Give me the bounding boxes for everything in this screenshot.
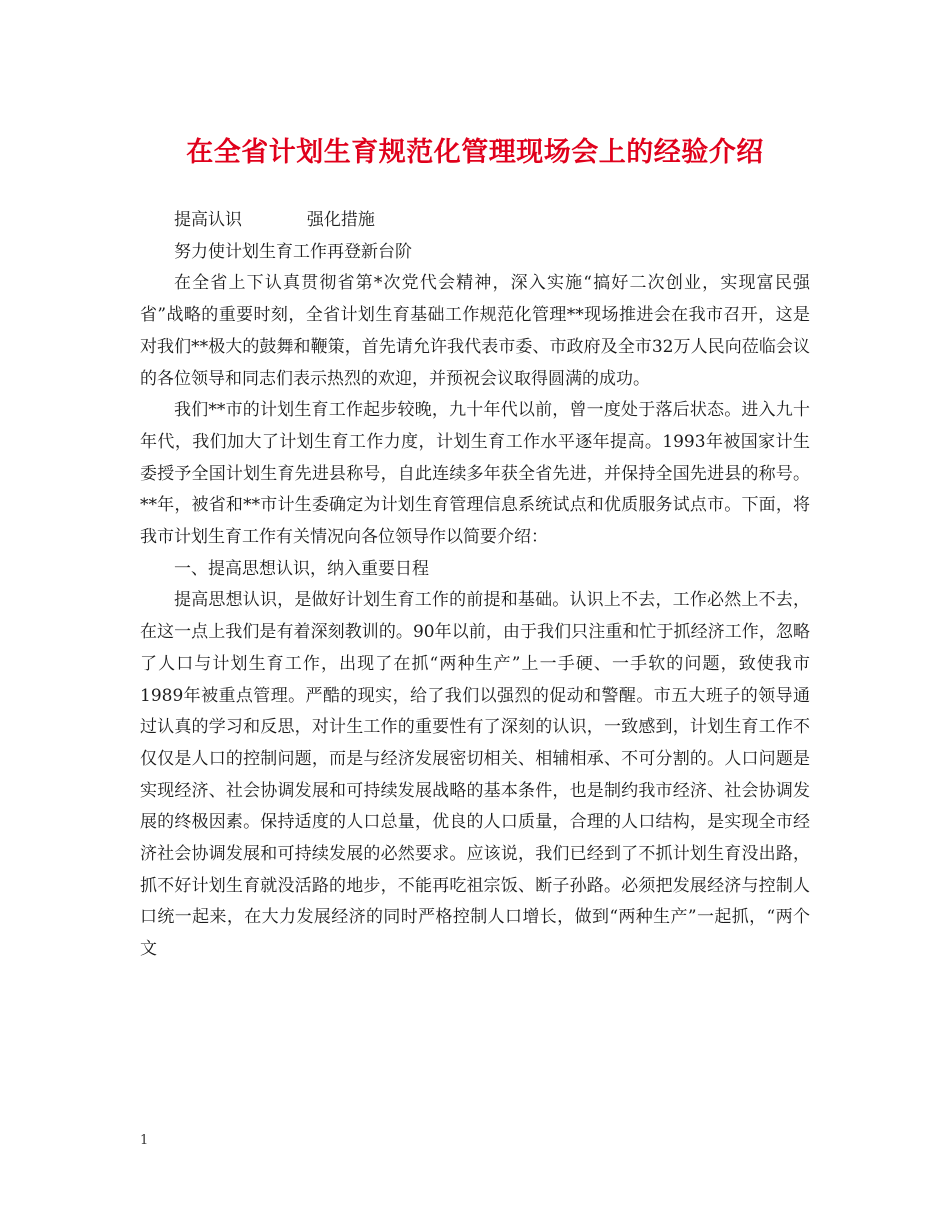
- document-body: [140, 205, 810, 966]
- paragraph-background: 我们**市的计划生育工作起步较晚，九十年代以前，曾一度处于落后状态。进入九十年代，我们加大了计划生育工作力度，计划生育工作水平逐年提高。1993年被国家计生委授予全国计划生育先进县称号，自此连续多年获全省先进，并保持全国先进县的称号。**年，被省和**市计生委确定为计划生育管理信息系统试点和优质服务试点市。下面，将我市计划生育工作有关情况向各位领导作以简要介绍：: [140, 400, 810, 548]
- subtitle-line-1: 提高认识 强化措施: [174, 210, 375, 230]
- paragraph-intro: 在全省上下认真贯彻省第*次党代会精神，深入实施“搞好二次创业，实现富民强省”战略的重要时刻，全省计划生育基础工作规范化管理**现场推进会在我市召开，这是对我们**极大的鼓舞和鞭策，首先请允许我代表市委、市政府及全市32万人民向莅临会议的各位领导和同志们表示热烈的欢迎，并预祝会议取得圆满的成功。: [140, 273, 810, 389]
- page-number: 1: [140, 1133, 149, 1148]
- paragraph-section-1: 提高思想认识，是做好计划生育工作的前提和基础。认识上不去，工作必然上不去，在这一点上我们是有着深刻教训的。90年以前，由于我们只注重和忙于抓经济工作，忽略了人口与计划生育工作，出现了在抓“两种生产”上一手硬、一手软的问题，致使我市1989年被重点管理。严酷的现实，给了我们以强烈的促动和警醒。市五大班子的领导通过认真的学习和反思，对计生工作的重要性有了深刻的认识，一致感到，计划生育工作不仅仅是人口的控制问题，而是与经济发展密切相关、相辅相承、不可分割的。人口问题是实现经济、社会协调发展和可持续发展战略的基本条件，也是制约我市经济、社会协调发展的终极因素。保持适度的人口总量，优良的人口质量，合理的人口结构，是实现全市经济社会协调发展和可持续发展的必然要求。应该说，我们已经到了不抓计划生育没出路，抓不好计划生育就没活路的地步，不能再吃祖宗饭、断子孙路。必须把发展经济与控制人口统一起来，在大力发展经济的同时严格控制人口增长，做到“两种生产”一起抓，“两个文: [140, 590, 810, 960]
- subtitle-line-2: 努力使计划生育工作再登新台阶: [174, 241, 412, 262]
- section-heading-1: 一、提高思想认识，纳入重要日程: [174, 558, 429, 579]
- document-title: 在全省计划生育规范化管理现场会上的经验介绍: [186, 137, 764, 168]
